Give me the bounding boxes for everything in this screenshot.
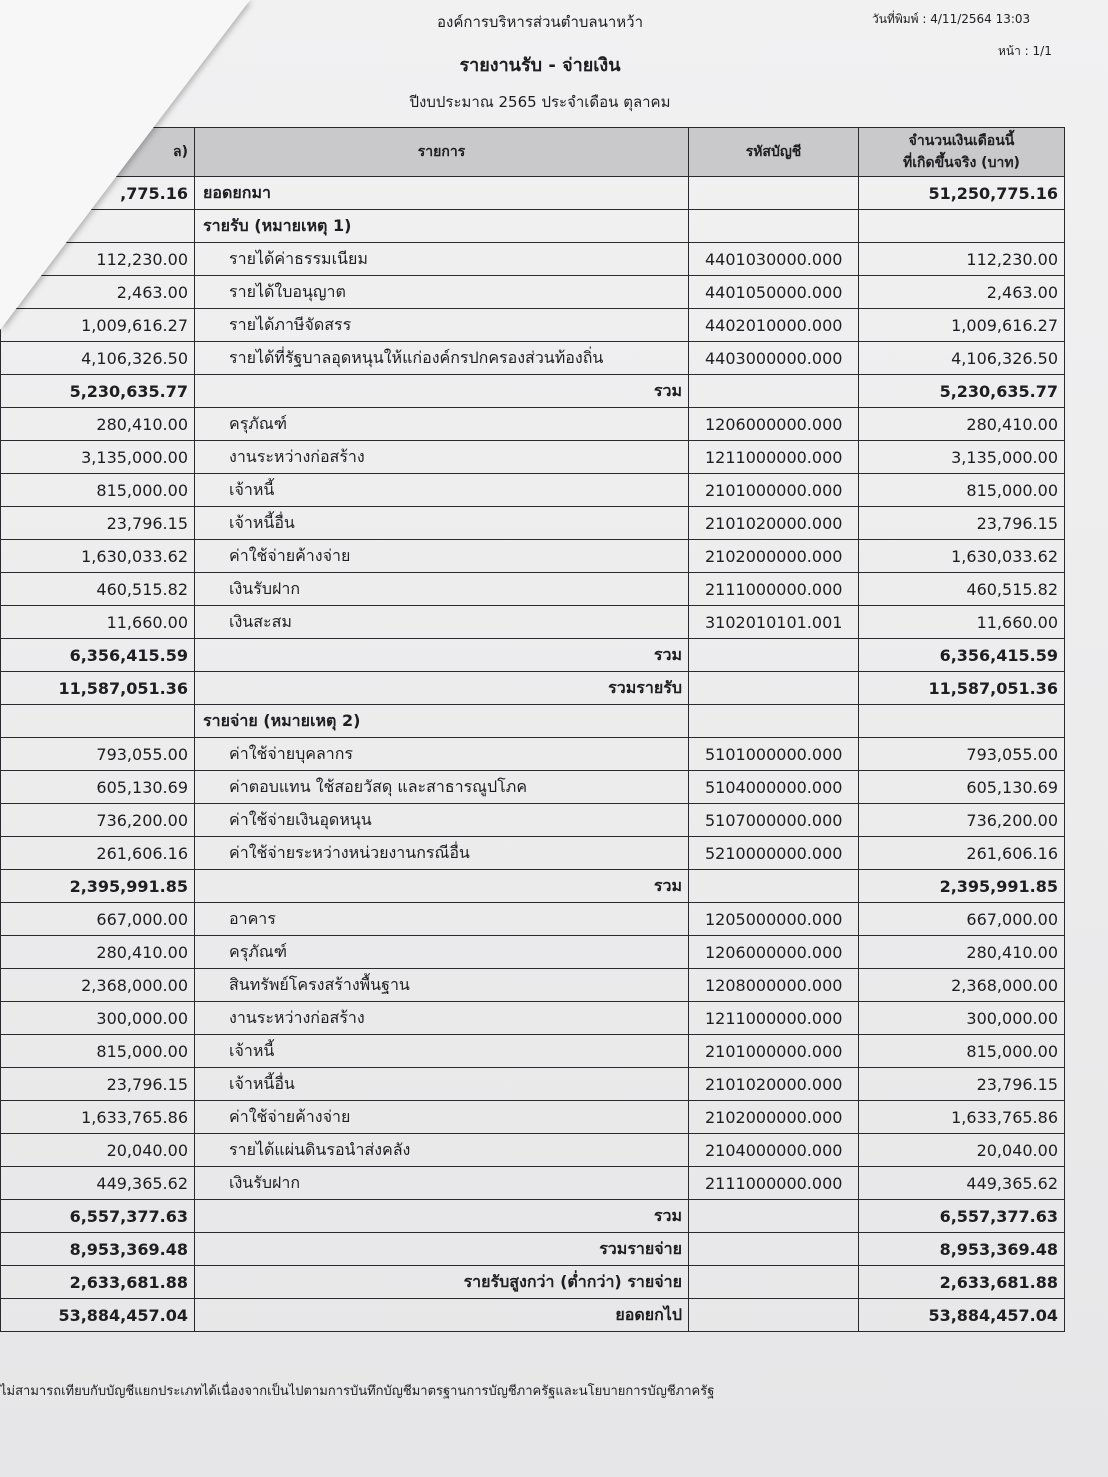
cell-account-code: 3102010101.001 bbox=[689, 606, 859, 639]
cell-account-code: 2101000000.000 bbox=[689, 474, 859, 507]
cell-amount: 112,230.00 bbox=[859, 243, 1065, 276]
cell-previous-amount: 280,410.00 bbox=[1, 936, 195, 969]
cell-account-code: 1206000000.000 bbox=[689, 936, 859, 969]
table-row-item bbox=[1, 804, 1065, 837]
cell-account-code: 2102000000.000 bbox=[689, 1101, 859, 1134]
cell-account-code bbox=[689, 870, 859, 903]
cell-amount: 2,633,681.88 bbox=[859, 1266, 1065, 1299]
cell-account-code: 2101000000.000 bbox=[689, 1035, 859, 1068]
cell-previous-amount: 605,130.69 bbox=[1, 771, 195, 804]
cell-description: รายรับสูงกว่า (ต่ำกว่า) รายจ่าย bbox=[195, 1266, 689, 1299]
cell-previous-amount: 449,365.62 bbox=[1, 1167, 195, 1200]
cell-description: รายได้ที่รัฐบาลอุดหนุนให้แก่องค์กรปกครองส่วนท้องถิ่น bbox=[195, 342, 689, 375]
cell-description: ค่าใช้จ่ายค้างจ่าย bbox=[195, 540, 689, 573]
table-row-item bbox=[1, 408, 1065, 441]
table-row-item bbox=[1, 474, 1065, 507]
cell-description: ยอดยกไป bbox=[195, 1299, 689, 1332]
cell-account-code: 4403000000.000 bbox=[689, 342, 859, 375]
table-row-item bbox=[1, 1134, 1065, 1167]
table-row-item bbox=[1, 969, 1065, 1002]
cell-amount: 300,000.00 bbox=[859, 1002, 1065, 1035]
print-date: วันที่พิมพ์ : 4/11/2564 13:03 bbox=[872, 12, 1031, 26]
cell-account-code: 1211000000.000 bbox=[689, 1002, 859, 1035]
table-row-item bbox=[1, 936, 1065, 969]
cell-amount: 1,633,765.86 bbox=[859, 1101, 1065, 1134]
cell-amount: 793,055.00 bbox=[859, 738, 1065, 771]
cell-account-code bbox=[689, 1266, 859, 1299]
cell-description: ครุภัณฑ์ bbox=[195, 408, 689, 441]
cell-account-code: 5104000000.000 bbox=[689, 771, 859, 804]
cell-account-code: 1205000000.000 bbox=[689, 903, 859, 936]
cell-account-code: 1208000000.000 bbox=[689, 969, 859, 1002]
cell-previous-amount: 23,796.15 bbox=[1, 1068, 195, 1101]
cell-previous-amount: 5,230,635.77 bbox=[1, 375, 195, 408]
cell-account-code: 2104000000.000 bbox=[689, 1134, 859, 1167]
table-row-sum bbox=[1, 1266, 1065, 1299]
cell-description: รายได้ค่าธรรมเนียม bbox=[195, 243, 689, 276]
cell-amount: 51,250,775.16 bbox=[859, 177, 1065, 210]
cell-account-code: 4401050000.000 bbox=[689, 276, 859, 309]
cell-description: ครุภัณฑ์ bbox=[195, 936, 689, 969]
table-row-sum bbox=[1, 1233, 1065, 1266]
cell-account-code: 2111000000.000 bbox=[689, 1167, 859, 1200]
cell-description: รายได้ใบอนุญาต bbox=[195, 276, 689, 309]
cell-description: ค่าใช้จ่ายเงินอุดหนุน bbox=[195, 804, 689, 837]
table-row-item bbox=[1, 771, 1065, 804]
cell-account-code: 2101020000.000 bbox=[689, 507, 859, 540]
cell-previous-amount: 6,557,377.63 bbox=[1, 1200, 195, 1233]
cell-amount: 53,884,457.04 bbox=[859, 1299, 1065, 1332]
cell-account-code bbox=[689, 639, 859, 672]
table-row-sum bbox=[1, 639, 1065, 672]
cell-account-code bbox=[689, 375, 859, 408]
table-row-item bbox=[1, 441, 1065, 474]
cell-previous-amount: 20,040.00 bbox=[1, 1134, 195, 1167]
cell-description: รวมรายรับ bbox=[195, 672, 689, 705]
table-row-item bbox=[1, 1167, 1065, 1200]
cell-description: สินทรัพย์โครงสร้างพื้นฐาน bbox=[195, 969, 689, 1002]
table-row-item bbox=[1, 540, 1065, 573]
cell-description: ค่าใช้จ่ายระหว่างหน่วยงานกรณีอื่น bbox=[195, 837, 689, 870]
cell-amount: 815,000.00 bbox=[859, 474, 1065, 507]
cell-account-code: 5107000000.000 bbox=[689, 804, 859, 837]
cell-previous-amount: 11,587,051.36 bbox=[1, 672, 195, 705]
cell-description: งานระหว่างก่อสร้าง bbox=[195, 1002, 689, 1035]
cell-account-code bbox=[689, 177, 859, 210]
cell-description: เจ้าหนี้อื่น bbox=[195, 507, 689, 540]
cell-account-code: 5101000000.000 bbox=[689, 738, 859, 771]
table-row-item bbox=[1, 1068, 1065, 1101]
page-number: หน้า : 1/1 bbox=[998, 44, 1052, 58]
cell-amount: 1,009,616.27 bbox=[859, 309, 1065, 342]
cell-description: งานระหว่างก่อสร้าง bbox=[195, 441, 689, 474]
cell-previous-amount: 112,230.00 bbox=[1, 243, 195, 276]
table-row-sum bbox=[1, 870, 1065, 903]
cell-previous-amount: 1,009,616.27 bbox=[1, 309, 195, 342]
cell-amount: 5,230,635.77 bbox=[859, 375, 1065, 408]
cell-amount: 8,953,369.48 bbox=[859, 1233, 1065, 1266]
cell-amount: 2,395,991.85 bbox=[859, 870, 1065, 903]
table-row-item bbox=[1, 903, 1065, 936]
table-row-sum bbox=[1, 1200, 1065, 1233]
table-row-item bbox=[1, 1035, 1065, 1068]
cell-account-code: 4402010000.000 bbox=[689, 309, 859, 342]
cell-description: รวม bbox=[195, 1200, 689, 1233]
cell-previous-amount: 2,633,681.88 bbox=[1, 1266, 195, 1299]
cell-account-code: 4401030000.000 bbox=[689, 243, 859, 276]
cell-amount: 6,356,415.59 bbox=[859, 639, 1065, 672]
cell-amount: 6,557,377.63 bbox=[859, 1200, 1065, 1233]
table-row-item bbox=[1, 573, 1065, 606]
cell-previous-amount: 53,884,457.04 bbox=[1, 1299, 195, 1332]
cell-amount: 2,463.00 bbox=[859, 276, 1065, 309]
cell-amount: 261,606.16 bbox=[859, 837, 1065, 870]
cell-description: ยอดยกมา bbox=[195, 177, 689, 210]
cell-amount: 11,587,051.36 bbox=[859, 672, 1065, 705]
cell-previous-amount: 300,000.00 bbox=[1, 1002, 195, 1035]
cell-account-code bbox=[689, 672, 859, 705]
table-row-item bbox=[1, 606, 1065, 639]
cell-account-code bbox=[689, 1233, 859, 1266]
cell-account-code bbox=[689, 1299, 859, 1332]
header-previous-amount: ล) bbox=[1, 128, 195, 177]
cell-amount: 20,040.00 bbox=[859, 1134, 1065, 1167]
cell-description: เจ้าหนี้อื่น bbox=[195, 1068, 689, 1101]
report-subtitle: ปีงบประมาณ 2565 ประจำเดือน ตุลาคม bbox=[409, 93, 671, 111]
cell-description: เงินรับฝาก bbox=[195, 1167, 689, 1200]
cell-account-code bbox=[689, 210, 859, 243]
table-row-sum bbox=[1, 672, 1065, 705]
cell-description: รวมรายจ่าย bbox=[195, 1233, 689, 1266]
cell-previous-amount: 6,356,415.59 bbox=[1, 639, 195, 672]
cell-previous-amount: 8,953,369.48 bbox=[1, 1233, 195, 1266]
cell-previous-amount: 4,106,326.50 bbox=[1, 342, 195, 375]
cell-amount: 736,200.00 bbox=[859, 804, 1065, 837]
cell-previous-amount: 793,055.00 bbox=[1, 738, 195, 771]
cell-previous-amount: 3,135,000.00 bbox=[1, 441, 195, 474]
cell-amount: 449,365.62 bbox=[859, 1167, 1065, 1200]
table-row-item bbox=[1, 1002, 1065, 1035]
organization-name: องค์การบริหารส่วนตำบลนาหว้า bbox=[437, 13, 643, 31]
cell-amount: 280,410.00 bbox=[859, 408, 1065, 441]
cell-description: อาคาร bbox=[195, 903, 689, 936]
cell-account-code: 1206000000.000 bbox=[689, 408, 859, 441]
cell-account-code: 2102000000.000 bbox=[689, 540, 859, 573]
cell-previous-amount: 667,000.00 bbox=[1, 903, 195, 936]
cell-previous-amount: 736,200.00 bbox=[1, 804, 195, 837]
cell-account-code bbox=[689, 1200, 859, 1233]
table-row-sum bbox=[1, 1299, 1065, 1332]
report-title: รายงานรับ - จ่ายเงิน bbox=[459, 55, 621, 76]
cell-previous-amount: 2,463.00 bbox=[1, 276, 195, 309]
cell-description: เงินรับฝาก bbox=[195, 573, 689, 606]
cell-previous-amount: 280,410.00 bbox=[1, 408, 195, 441]
table-row-sum bbox=[1, 375, 1065, 408]
cell-description: เจ้าหนี้ bbox=[195, 1035, 689, 1068]
cell-amount: 4,106,326.50 bbox=[859, 342, 1065, 375]
cell-account-code: 2111000000.000 bbox=[689, 573, 859, 606]
cell-previous-amount: 815,000.00 bbox=[1, 1035, 195, 1068]
cell-previous-amount: 815,000.00 bbox=[1, 474, 195, 507]
table-row-section bbox=[1, 705, 1065, 738]
table-body bbox=[1, 177, 1065, 1332]
cell-description: รายรับ (หมายเหตุ 1) bbox=[195, 210, 689, 243]
cell-amount: 11,660.00 bbox=[859, 606, 1065, 639]
header-amount bbox=[859, 128, 1065, 177]
cell-account-code: 5210000000.000 bbox=[689, 837, 859, 870]
header-description: รายการ bbox=[195, 128, 689, 177]
table-row-item bbox=[1, 1101, 1065, 1134]
cell-description: รายได้ภาษีจัดสรร bbox=[195, 309, 689, 342]
cell-previous-amount: 23,796.15 bbox=[1, 507, 195, 540]
cell-description: รายจ่าย (หมายเหตุ 2) bbox=[195, 705, 689, 738]
cell-amount: 815,000.00 bbox=[859, 1035, 1065, 1068]
cell-description: รวม bbox=[195, 375, 689, 408]
table-row-item bbox=[1, 342, 1065, 375]
cell-description: รวม bbox=[195, 639, 689, 672]
cell-description: ค่าตอบแทน ใช้สอยวัสดุ และสาธารณูปโภค bbox=[195, 771, 689, 804]
cell-previous-amount bbox=[1, 705, 195, 738]
header-amount-line2: ที่เกิดขึ้นจริง (บาท) bbox=[903, 155, 1020, 171]
cell-description: เจ้าหนี้ bbox=[195, 474, 689, 507]
cell-previous-amount: 1,633,765.86 bbox=[1, 1101, 195, 1134]
table-row-item bbox=[1, 738, 1065, 771]
cell-amount bbox=[859, 705, 1065, 738]
table-row-item bbox=[1, 507, 1065, 540]
cell-account-code: 2101020000.000 bbox=[689, 1068, 859, 1101]
cell-account-code: 1211000000.000 bbox=[689, 441, 859, 474]
cell-description: เงินสะสม bbox=[195, 606, 689, 639]
cell-description: รวม bbox=[195, 870, 689, 903]
cell-description: รายได้แผ่นดินรอนำส่งคลัง bbox=[195, 1134, 689, 1167]
cell-amount: 460,515.82 bbox=[859, 573, 1065, 606]
cell-amount: 1,630,033.62 bbox=[859, 540, 1065, 573]
cell-previous-amount: 460,515.82 bbox=[1, 573, 195, 606]
cell-previous-amount: ,775.16 bbox=[1, 177, 195, 210]
header-amount-line1: จำนวนเงินเดือนนี้ bbox=[908, 133, 1015, 149]
header-account-code: รหัสบัญชี bbox=[689, 128, 859, 177]
cell-amount: 2,368,000.00 bbox=[859, 969, 1065, 1002]
table-row-item bbox=[1, 837, 1065, 870]
folded-page-corner bbox=[0, 0, 250, 330]
cell-amount bbox=[859, 210, 1065, 243]
cell-amount: 605,130.69 bbox=[859, 771, 1065, 804]
cell-amount: 3,135,000.00 bbox=[859, 441, 1065, 474]
cell-amount: 23,796.15 bbox=[859, 1068, 1065, 1101]
footnote: ไม่สามารถเทียบกับบัญชีแยกประเภทได้เนื่องจากเป็นไปตามการบันทึกบัญชีมาตรฐานการบัญชีภาครัฐและนโยบายการบัญชีภาครัฐ bbox=[0, 1384, 715, 1399]
cell-amount: 280,410.00 bbox=[859, 936, 1065, 969]
cell-previous-amount: 2,368,000.00 bbox=[1, 969, 195, 1002]
cell-previous-amount: 261,606.16 bbox=[1, 837, 195, 870]
cell-description: ค่าใช้จ่ายบุคลากร bbox=[195, 738, 689, 771]
cell-account-code bbox=[689, 705, 859, 738]
cell-description: ค่าใช้จ่ายค้างจ่าย bbox=[195, 1101, 689, 1134]
cell-amount: 23,796.15 bbox=[859, 507, 1065, 540]
cell-amount: 667,000.00 bbox=[859, 903, 1065, 936]
cell-previous-amount: 1,630,033.62 bbox=[1, 540, 195, 573]
cell-previous-amount: 2,395,991.85 bbox=[1, 870, 195, 903]
cell-previous-amount: 11,660.00 bbox=[1, 606, 195, 639]
